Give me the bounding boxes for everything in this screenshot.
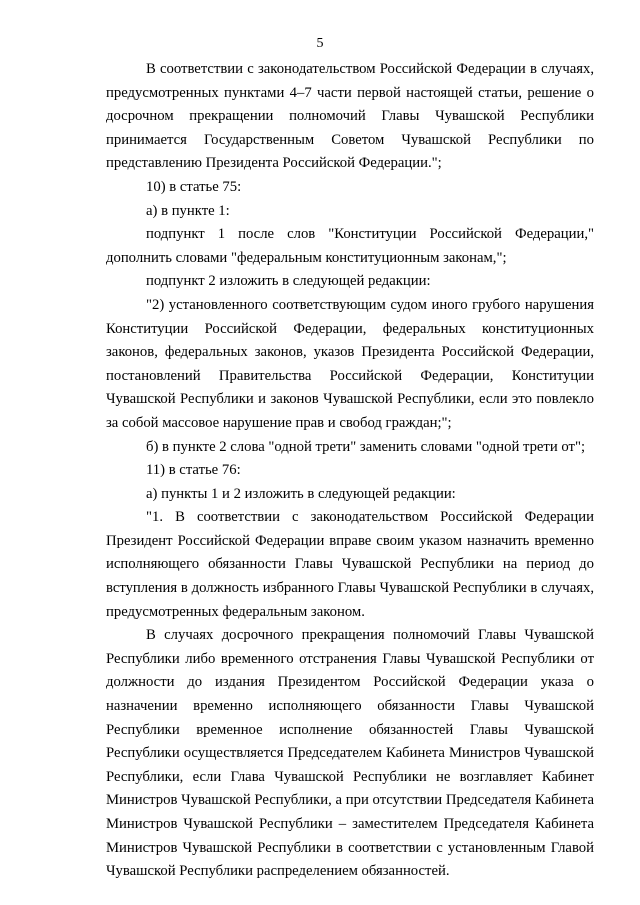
document-body: [106, 58, 594, 884]
paragraph-points-1-2-intro: а) пункты 1 и 2 изложить в следующей редакции:: [146, 485, 456, 502]
paragraph-article-76: 11) в статье 76:: [146, 462, 241, 479]
paragraph-subpoint-2-text: "2) установленного соответствующим судом иного грубого нарушения Конституции Российской Федерации, федеральных конституционных законов, федеральных законов, указов Президента Российской Федерации, постановлений Правительства Российской Федерации, Конституции Чувашской Республики и законов Чувашской Республики, если это повлекло за собой массовое нарушение прав и свобод граждан;";: [106, 296, 594, 431]
paragraph-decision-text: В соответствии с законодательством Российской Федерации в случаях, предусмотренных пунктами 4–7 части первой настоящей статьи, решение о досрочном прекращении полномочий Главы Чувашской Республики принимается Государственным Советом Чувашской Республики по представлению Президента Российской Федерации.";: [106, 61, 594, 172]
paragraph-point-1-text: "1. В соответствии с законодательством Российской Федерации Президент Российской Федерации вправе своим указом назначить временно исполняющего обязанности Главы Чувашской Республики на период до вступления в должность избранного Главы Чувашской Республики в случаях, предусмотренных федеральным законом.: [106, 509, 594, 620]
paragraph-point-1: а) в пункте 1:: [146, 202, 230, 219]
paragraph-temporary-duties: В случаях досрочного прекращения полномочий Главы Чувашской Республики либо временного отстранения Главы Чувашской Республики от должности до издания Президентом Российской Федерации указа о назначении временно исполняющего обязанности Главы Чувашской Республики временное исполнение обязанностей Главы Чувашской Республики осуществляется Председателем Кабинета Министров Чувашской Республики, если Глава Чувашской Республики не возглавляет Кабинет Министров Чувашской Республики, а при отсутствии Председателя Кабинета Министров Чувашской Республики – заместителем Председателя Кабинета Министров Чувашской Республики в соответствии с установленным Главой Чувашской Республики распределением обязанностей.: [106, 627, 594, 880]
page-number: 5: [316, 36, 324, 51]
paragraph-subpoint-2-intro: подпункт 2 изложить в следующей редакции:: [146, 273, 431, 290]
paragraph-subpoint-1: подпункт 1 после слов "Конституции Российской Федерации," дополнить словами "федеральным конституционным законам,";: [106, 226, 594, 266]
paragraph-point-2-replace: б) в пункте 2 слова "одной трети" заменить словами "одной трети от";: [146, 438, 586, 455]
paragraph-article-75: 10) в статье 75:: [146, 178, 242, 195]
